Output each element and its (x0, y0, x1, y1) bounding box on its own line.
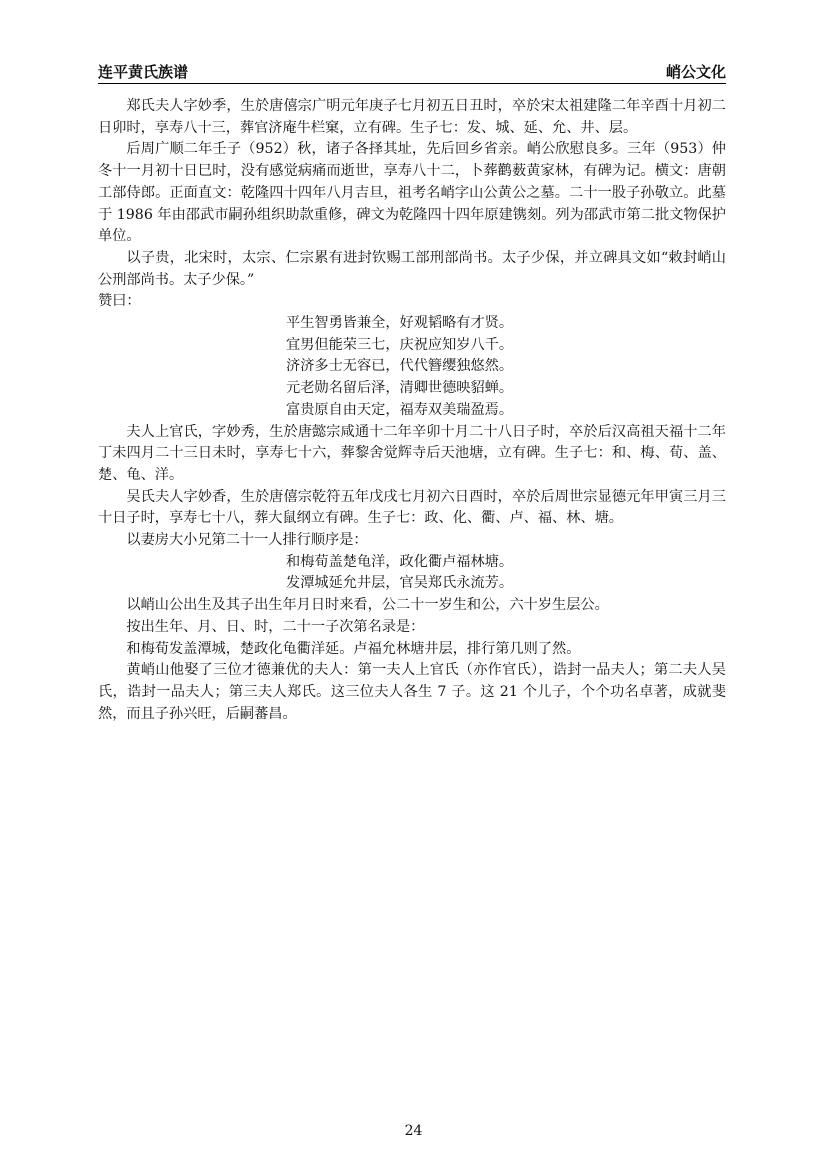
zan-label: 赞曰： (98, 293, 141, 310)
document-body (98, 96, 726, 725)
verse-line: 平生智勇皆兼全，好观韬略有才贤。 (286, 315, 514, 332)
verse-line: 济济多士无容已，代代簪缨独悠然。 (286, 358, 514, 375)
paragraph-order-intro: 以妻房大小兄第二十一人排行顺序是： (126, 532, 368, 549)
verse-line: 元老勋名留后泽，清卿世德映貂蝉。 (286, 380, 514, 397)
page-number: 24 (404, 1123, 423, 1139)
paragraph-name-list-intro: 按出生年、月、日、时，二十一子次第名录是： (126, 618, 425, 635)
paragraph-wu: 吴氏夫人字妙香，生於唐僖宗乾符五年戊戌七月初六日酉时，卒於后周世宗显德元年甲寅三月三十日子时，享寿七十八，葬大鼠纲立有碑。生子七：政、化、衢、卢、福、林、塘。 (98, 488, 726, 527)
verse-line: 发潭城延允井层，官吴郑氏永流芳。 (286, 575, 514, 592)
paragraph-birth-order: 以峭山公出生及其子出生年月日时来看，公二十一岁生和公，六十岁生层公。 (126, 597, 609, 614)
header-title: 连平黄氏族谱 (98, 63, 189, 81)
verse-line: 宜男但能荣三七，庆祝应知岁八千。 (286, 336, 514, 353)
paragraph-zheng: 郑氏夫人字妙季，生於唐僖宗广明元年庚子七月初五日丑时，卒於宋太祖建隆二年辛酉十月初二日卯时，享寿八十三，葬官济庵牛栏窠，立有碑。生子七：发、城、延、允、井、层。 (98, 98, 726, 136)
paragraph-houzhou: 后周广顺二年壬子（952）秋，诸子各择其址，先后回乡省亲。峭公欣慰良多。三年（953）仲冬十一月初十日巳时，没有感觉病痛而逝世，享寿八十二，卜葬鹳薮黄家林，有碑为记。横文：唐朝工部侍郎。正面直文：乾隆四十四年八月吉旦，祖考名峭字山公黄公之墓。二十一股子孙敬立。此墓于 1986 年由邵武市嗣孙组织助款重修，碑文为乾隆四十四年原建镌刻。列为邵武市第二批文物保护单位。 (98, 141, 726, 245)
header-section: 峭公文化 (665, 63, 726, 81)
paragraph-shangguan: 夫人上官氏，字妙秀，生於唐懿宗咸通十二年辛卯十月二十八日子时，卒於后汉高祖天福十二年丁未四月二十三日未时，享寿七十六，葬黎舍觉辉寺后天池塘，立有碑。生子七：和、梅、荀、盖、楚、龟、洋。 (98, 423, 726, 483)
paragraph-yizigui: 以子贵，北宋时，太宗、仁宗累有进封钦赐工部刑部尚书。太子少保，并立碑具文如“敕封峭山公刑部尚书。太子少保。” (98, 249, 726, 288)
verse-line: 和梅荀盖楚龟洋，政化衢卢福林塘。 (286, 553, 514, 570)
paragraph-name-list: 和梅荀发盖潭城，楚政化龟衢洋延。卢福允林塘井层，排行第几则了然。 (126, 640, 581, 657)
verse-line: 富贵原自由天定，福寿双美瑞盈焉。 (286, 401, 514, 418)
page-header (98, 63, 726, 84)
paragraph-three-wives: 黄峭山他娶了三位才德兼优的夫人：第一夫人上官氏（亦作官氏），诰封一品夫人；第二夫人吴氏，诰封一品夫人；第三夫人郑氏。这三位夫人各生 7 子。这 21 个儿子，个个功名卓著，成就斐然，而且子孙兴旺，后嗣蕃昌。 (98, 662, 726, 722)
